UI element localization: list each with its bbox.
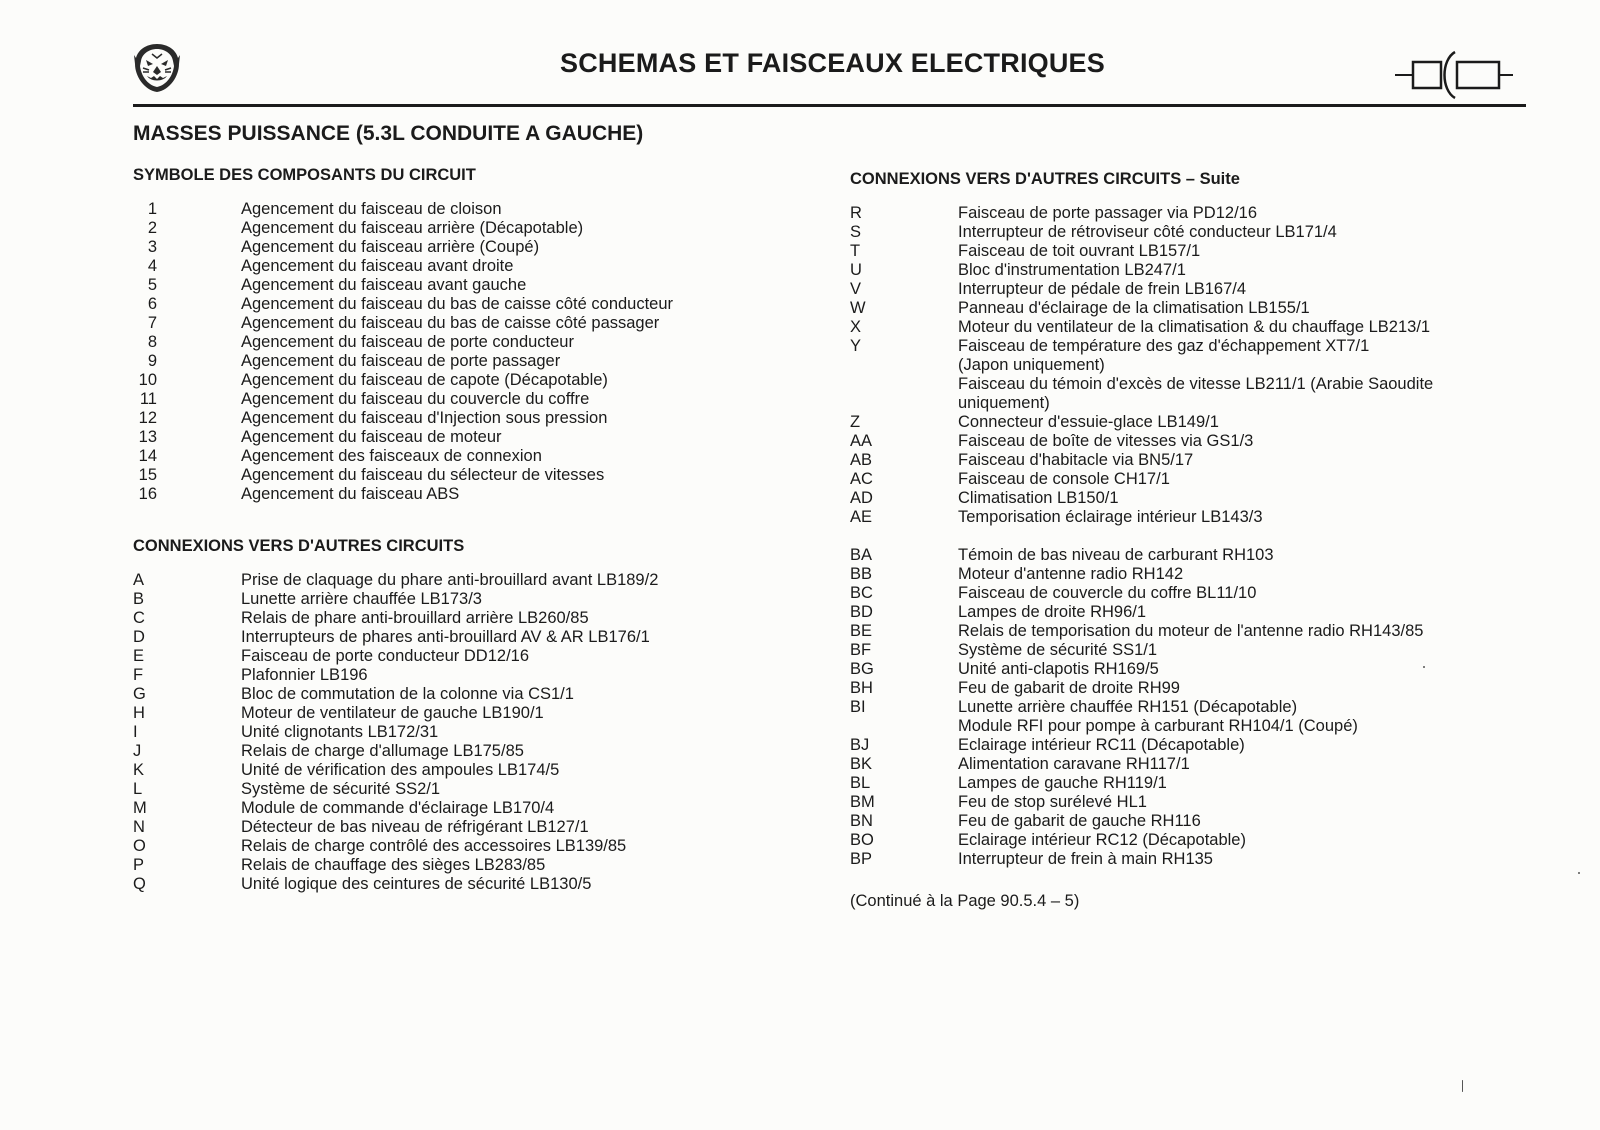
item-code: D bbox=[133, 628, 145, 646]
item-code: BP bbox=[850, 850, 873, 868]
item-code: X bbox=[850, 318, 862, 336]
item-code: BF bbox=[850, 641, 872, 659]
item-description: Faisceau de boîte de vitesses via GS1/3 bbox=[958, 432, 1254, 450]
jaguar-head-icon bbox=[132, 42, 182, 94]
item-description: Agencement du faisceau de cloison bbox=[241, 200, 502, 218]
item-description: Alimentation caravane RH117/1 bbox=[958, 755, 1190, 773]
item-description: Prise de claquage du phare anti-brouillard avant LB189/2 bbox=[241, 571, 659, 589]
item-description: Agencement du faisceau du sélecteur de vitesses bbox=[241, 466, 605, 484]
item-code: BH bbox=[850, 679, 873, 697]
item-description: Lunette arrière chauffée RH151 (Décapotable) bbox=[958, 698, 1298, 716]
item-description: Agencement du faisceau du bas de caisse côté passager bbox=[241, 314, 660, 332]
item-description: Moteur du ventilateur de la climatisation & du chauffage LB213/1 bbox=[958, 318, 1431, 336]
item-code: I bbox=[133, 723, 138, 741]
item-description: Climatisation LB150/1 bbox=[958, 489, 1119, 507]
item-code: 10 bbox=[138, 371, 157, 389]
item-description: Connecteur d'essuie-glace LB149/1 bbox=[958, 413, 1219, 431]
item-description: Agencement du faisceau du bas de caisse côté conducteur bbox=[241, 295, 674, 313]
item-code: AD bbox=[850, 489, 873, 507]
item-description: Relais de temporisation du moteur de l'antenne radio RH143/85 bbox=[958, 622, 1424, 640]
item-code: AC bbox=[850, 470, 873, 488]
item-code: F bbox=[133, 666, 144, 684]
item-code: L bbox=[133, 780, 143, 798]
item-description: Agencement du faisceau avant droite bbox=[241, 257, 514, 275]
item-code: N bbox=[133, 818, 145, 836]
item-code: BJ bbox=[850, 736, 870, 754]
item-code: C bbox=[133, 609, 145, 627]
item-code: B bbox=[133, 590, 145, 608]
continued-note: (Continué à la Page 90.5.4 – 5) bbox=[850, 892, 1080, 910]
item-code: Z bbox=[850, 413, 861, 431]
item-code: 11 bbox=[139, 390, 157, 408]
item-description: Module de commande d'éclairage LB170/4 bbox=[241, 799, 555, 817]
item-code: 1 bbox=[147, 200, 157, 218]
item-code: 7 bbox=[147, 314, 157, 332]
item-description: Eclairage intérieur RC11 (Décapotable) bbox=[958, 736, 1245, 754]
scan-speck bbox=[1578, 872, 1580, 874]
item-code: S bbox=[850, 223, 862, 241]
item-description: Faisceau de console CH17/1 bbox=[958, 470, 1170, 488]
item-code: BE bbox=[850, 622, 873, 640]
item-description: Agencement du faisceau avant gauche bbox=[241, 276, 527, 294]
item-description: Système de sécurité SS1/1 bbox=[958, 641, 1158, 659]
item-code: Y bbox=[850, 337, 862, 355]
item-description: Feu de gabarit de droite RH99 bbox=[958, 679, 1180, 697]
item-description: Agencement du faisceau de porte conducteur bbox=[241, 333, 574, 351]
item-description: Agencement du faisceau du couvercle du coffre bbox=[241, 390, 590, 408]
item-description: Eclairage intérieur RC12 (Décapotable) bbox=[958, 831, 1246, 849]
item-description: Lampes de droite RH96/1 bbox=[958, 603, 1147, 621]
item-description: Lunette arrière chauffée LB173/3 bbox=[241, 590, 482, 608]
item-description: Faisceau de couvercle du coffre BL11/10 bbox=[958, 584, 1257, 602]
item-description: Panneau d'éclairage de la climatisation LB155/1 bbox=[958, 299, 1310, 317]
item-code: M bbox=[133, 799, 147, 817]
item-code: Q bbox=[133, 875, 146, 893]
item-code: 4 bbox=[147, 257, 157, 275]
item-code: E bbox=[133, 647, 145, 665]
item-code: P bbox=[133, 856, 145, 874]
item-code: 14 bbox=[138, 447, 157, 465]
item-code: BL bbox=[850, 774, 871, 792]
item-description: Système de sécurité SS2/1 bbox=[241, 780, 441, 798]
item-code: BB bbox=[850, 565, 873, 583]
item-code: BK bbox=[850, 755, 873, 773]
item-description: Unité clignotants LB172/31 bbox=[241, 723, 439, 741]
item-code: AE bbox=[850, 508, 873, 526]
item-code: BA bbox=[850, 546, 873, 564]
item-description: Feu de stop surélevé HL1 bbox=[958, 793, 1147, 811]
item-code: BM bbox=[850, 793, 875, 811]
scan-speck bbox=[1462, 1080, 1463, 1092]
item-description: Bloc d'instrumentation LB247/1 bbox=[958, 261, 1186, 279]
item-description: Agencement du faisceau de porte passager bbox=[241, 352, 561, 370]
item-code: V bbox=[850, 280, 862, 298]
item-description: Faisceau de porte conducteur DD12/16 bbox=[241, 647, 530, 665]
item-description: Relais de phare anti-brouillard arrière LB260/85 bbox=[241, 609, 589, 627]
item-code: O bbox=[133, 837, 146, 855]
item-code: AB bbox=[850, 451, 873, 469]
item-code: 2 bbox=[147, 219, 157, 237]
item-code: BO bbox=[850, 831, 874, 849]
item-code: J bbox=[133, 742, 142, 760]
item-description: Temporisation éclairage intérieur LB143/3 bbox=[958, 508, 1263, 526]
item-description: Bloc de commutation de la colonne via CS1/1 bbox=[241, 685, 574, 703]
item-description: Unité de vérification des ampoules LB174/5 bbox=[241, 761, 560, 779]
item-description: Module RFI pour pompe à carburant RH104/1 (Coupé) bbox=[958, 717, 1358, 735]
page-title: SCHEMAS ET FAISCEAUX ELECTRIQUES bbox=[560, 48, 1105, 78]
item-description: Interrupteur de pédale de frein LB167/4 bbox=[958, 280, 1247, 298]
item-code: BI bbox=[850, 698, 866, 716]
item-description: Feu de gabarit de gauche RH116 bbox=[958, 812, 1201, 830]
item-code: BC bbox=[850, 584, 873, 602]
item-code: 12 bbox=[138, 409, 157, 427]
item-description: Agencement du faisceau ABS bbox=[241, 485, 460, 503]
item-code: 16 bbox=[138, 485, 157, 503]
item-description: Faisceau de toit ouvrant LB157/1 bbox=[958, 242, 1201, 260]
item-description: Faisceau de porte passager via PD12/16 bbox=[958, 204, 1258, 222]
item-description: uniquement) bbox=[958, 394, 1050, 412]
item-code: K bbox=[133, 761, 145, 779]
item-description: Agencement des faisceaux de connexion bbox=[241, 447, 542, 465]
item-description: Plafonnier LB196 bbox=[241, 666, 368, 684]
item-description: Faisceau de température des gaz d'échappement XT7/1 bbox=[958, 337, 1370, 355]
item-code: A bbox=[133, 571, 145, 589]
item-description: (Japon uniquement) bbox=[958, 356, 1105, 374]
item-code: R bbox=[850, 204, 862, 222]
connections-heading: CONNEXIONS VERS D'AUTRES CIRCUITS bbox=[133, 537, 465, 555]
connections-continued-heading-text: CONNEXIONS VERS D'AUTRES CIRCUITS bbox=[850, 170, 1182, 188]
item-description: Témoin de bas niveau de carburant RH103 bbox=[958, 546, 1274, 564]
components-heading: SYMBOLE DES COMPOSANTS DU CIRCUIT bbox=[133, 166, 476, 184]
item-description: Agencement du faisceau de capote (Décapotable) bbox=[241, 371, 608, 389]
item-description: Interrupteur de rétroviseur côté conducteur LB171/4 bbox=[958, 223, 1337, 241]
item-description: Relais de charge d'allumage LB175/85 bbox=[241, 742, 524, 760]
connections-continued-heading bbox=[850, 170, 1240, 189]
item-code: W bbox=[850, 299, 866, 317]
item-description: Agencement du faisceau d'Injection sous pression bbox=[241, 409, 608, 427]
item-description: Agencement du faisceau de moteur bbox=[241, 428, 502, 446]
item-description: Moteur d'antenne radio RH142 bbox=[958, 565, 1184, 583]
connections-continued-heading-suffix: – Suite bbox=[1181, 170, 1240, 188]
item-code: U bbox=[850, 261, 862, 279]
item-description: Agencement du faisceau arrière (Coupé) bbox=[241, 238, 540, 256]
item-description: Faisceau d'habitacle via BN5/17 bbox=[958, 451, 1194, 469]
item-code: 15 bbox=[138, 466, 157, 484]
item-code: T bbox=[850, 242, 861, 260]
section-title: MASSES PUISSANCE (5.3L CONDUITE A GAUCHE) bbox=[133, 122, 644, 145]
header-rule bbox=[133, 104, 1526, 107]
item-code: AA bbox=[850, 432, 873, 450]
item-code: H bbox=[133, 704, 145, 722]
item-code: G bbox=[133, 685, 146, 703]
item-code: 8 bbox=[147, 333, 157, 351]
item-description: Relais de chauffage des sièges LB283/85 bbox=[241, 856, 546, 874]
item-code: 5 bbox=[147, 276, 157, 294]
item-description: Lampes de gauche RH119/1 bbox=[958, 774, 1167, 792]
harness-connector-icon bbox=[1395, 48, 1527, 100]
item-code: 3 bbox=[147, 238, 157, 256]
item-description: Faisceau du témoin d'excès de vitesse LB211/1 (Arabie Saoudite bbox=[958, 375, 1434, 393]
item-description: Agencement du faisceau arrière (Décapotable) bbox=[241, 219, 584, 237]
item-code: 9 bbox=[147, 352, 157, 370]
item-code: BD bbox=[850, 603, 873, 621]
item-description: Interrupteurs de phares anti-brouillard AV & AR LB176/1 bbox=[241, 628, 650, 646]
item-description: Relais de charge contrôlé des accessoires LB139/85 bbox=[241, 837, 627, 855]
item-code: BN bbox=[850, 812, 873, 830]
item-code: 6 bbox=[147, 295, 157, 313]
scan-speck bbox=[1423, 666, 1425, 668]
item-description: Unité logique des ceintures de sécurité LB130/5 bbox=[241, 875, 592, 893]
item-description: Interrupteur de frein à main RH135 bbox=[958, 850, 1213, 868]
item-description: Unité anti-clapotis RH169/5 bbox=[958, 660, 1159, 678]
item-description: Détecteur de bas niveau de réfrigérant LB127/1 bbox=[241, 818, 589, 836]
item-code: BG bbox=[850, 660, 874, 678]
item-description: Moteur de ventilateur de gauche LB190/1 bbox=[241, 704, 544, 722]
item-code: 13 bbox=[138, 428, 157, 446]
